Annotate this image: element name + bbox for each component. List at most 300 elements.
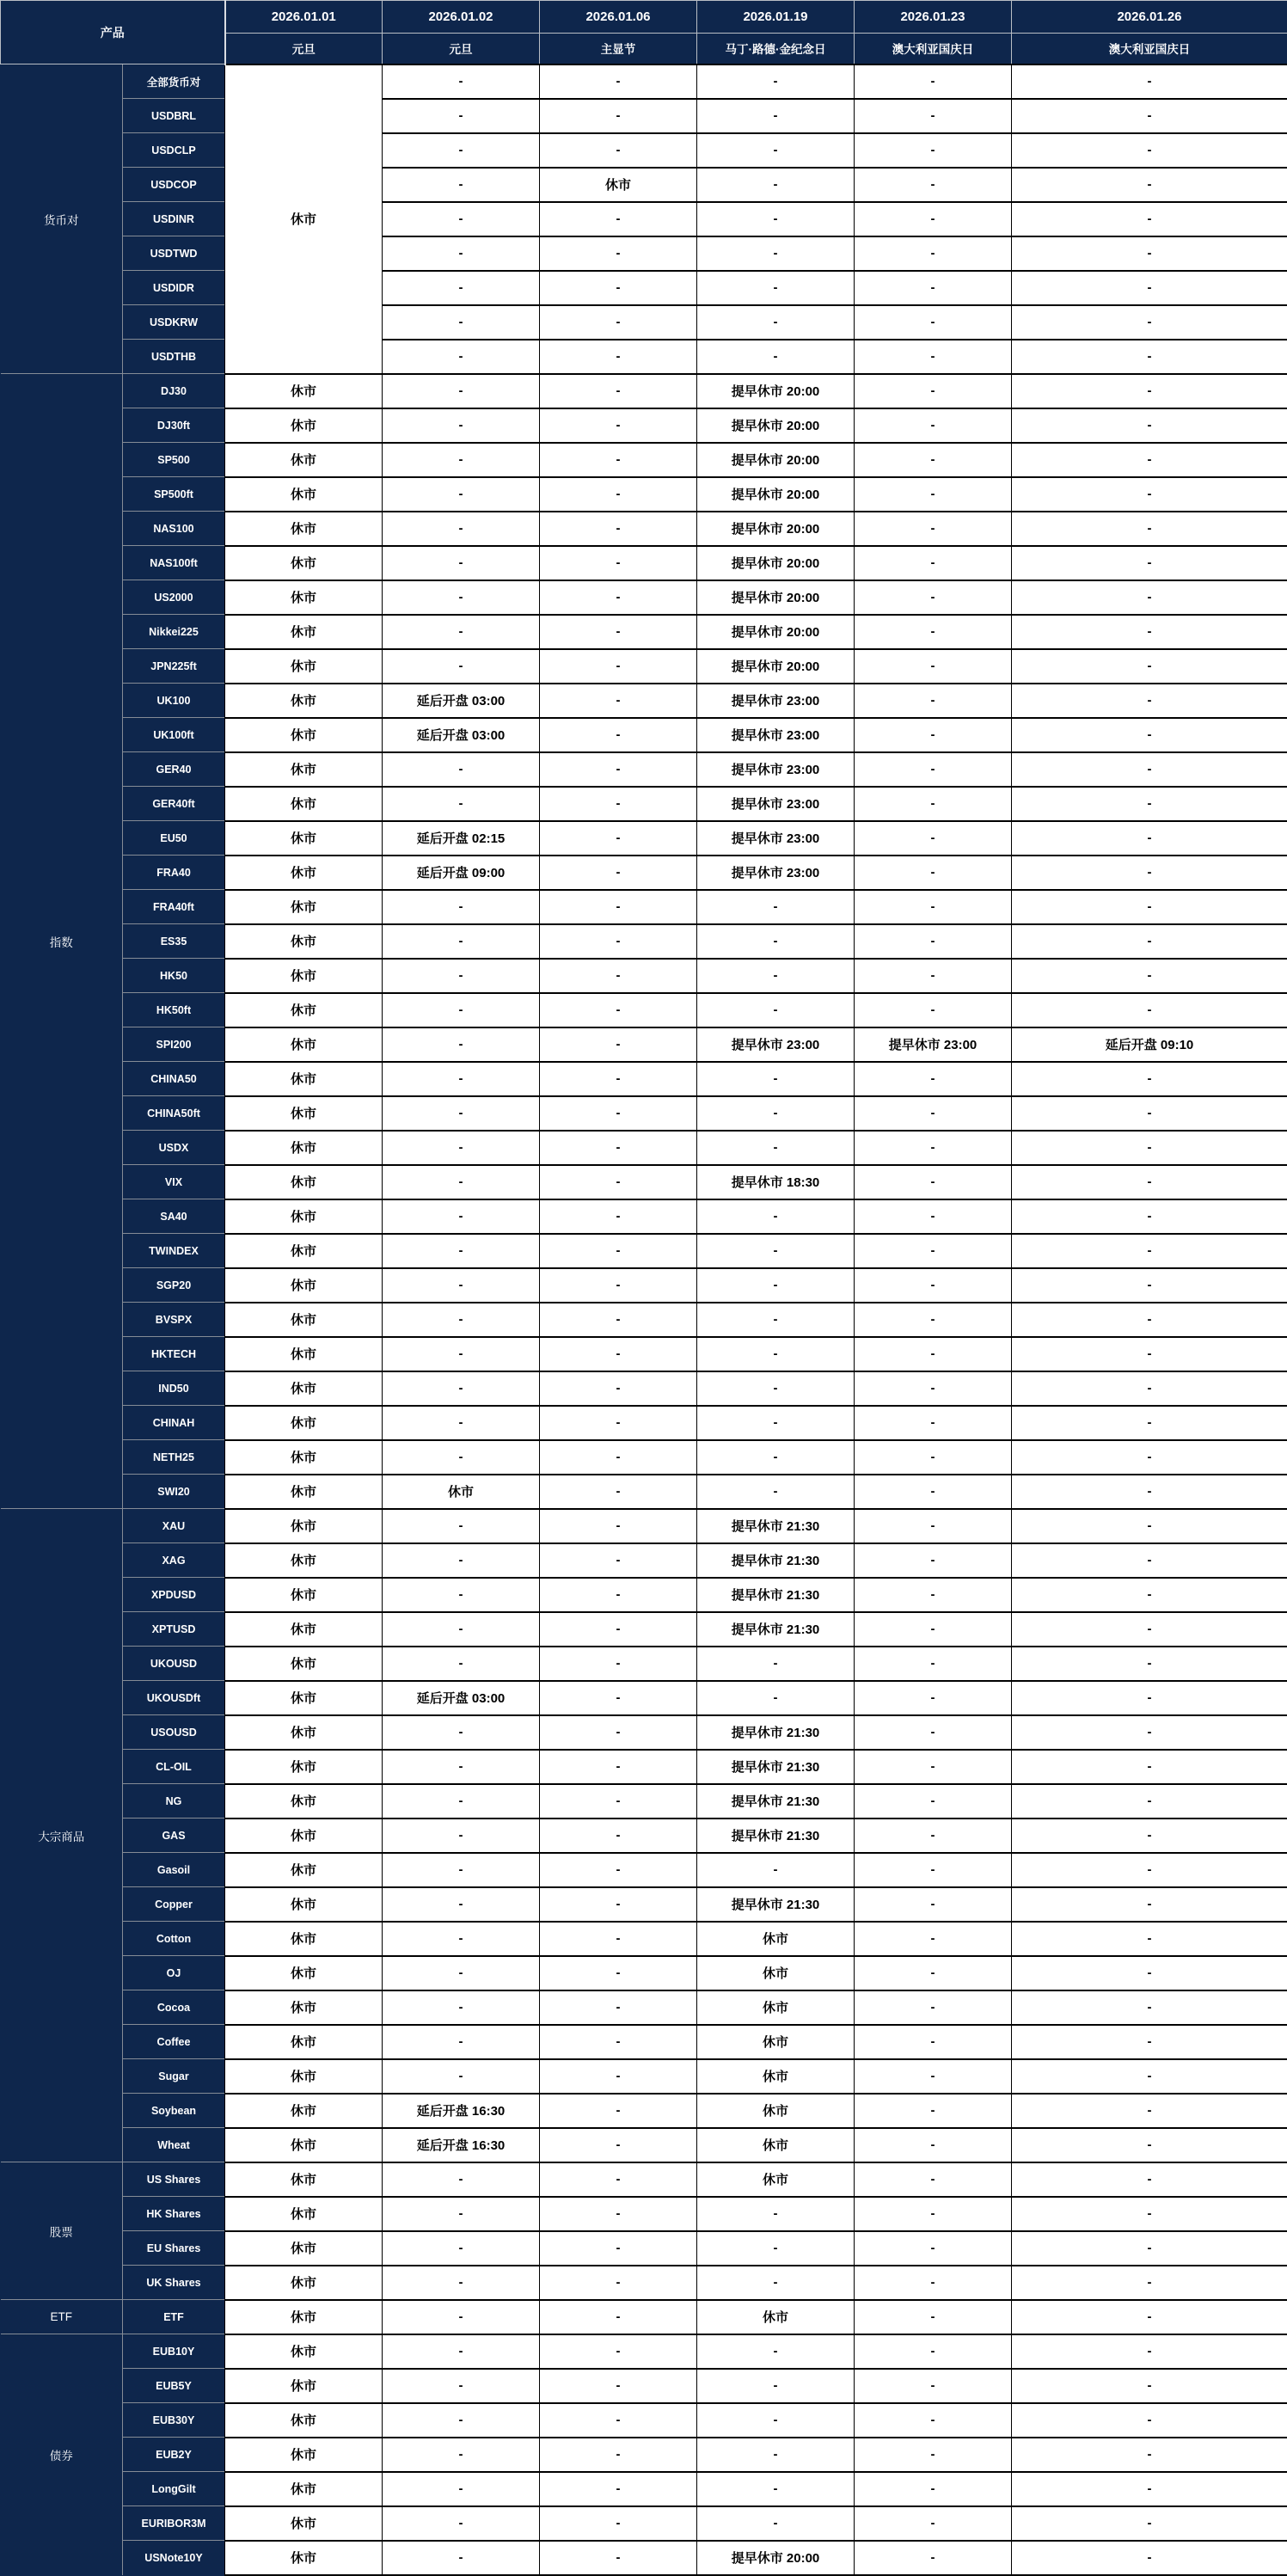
schedule-cell: 延后开盘 02:15	[383, 821, 540, 856]
schedule-cell: -	[540, 2266, 697, 2300]
schedule-cell: -	[1012, 1819, 1287, 1853]
schedule-cell: 提早休市 23:00	[697, 1027, 855, 1062]
schedule-cell: -	[540, 649, 697, 684]
schedule-cell: -	[383, 1612, 540, 1647]
table-row	[1, 1337, 1287, 1371]
table-row	[1, 1303, 1287, 1337]
table-row	[1, 1131, 1287, 1165]
schedule-cell: -	[697, 271, 855, 305]
table-row	[1, 1647, 1287, 1681]
product-cell: USDTWD	[123, 236, 225, 271]
schedule-cell: -	[697, 2438, 855, 2472]
schedule-cell: -	[1012, 993, 1287, 1027]
schedule-cell: -	[855, 408, 1012, 443]
product-cell: DJ30ft	[123, 408, 225, 443]
schedule-cell: -	[383, 649, 540, 684]
schedule-cell: -	[540, 959, 697, 993]
product-cell: Copper	[123, 1887, 225, 1922]
schedule-cell: 休市	[225, 1440, 383, 1475]
schedule-cell: -	[383, 1887, 540, 1922]
schedule-cell: -	[1012, 2472, 1287, 2506]
schedule-cell: -	[383, 2231, 540, 2266]
product-cell: FRA40ft	[123, 890, 225, 924]
schedule-cell: -	[540, 1922, 697, 1956]
holiday-header: 澳大利亚国庆日	[855, 34, 1012, 64]
table-row	[1, 2197, 1287, 2231]
holiday-header: 澳大利亚国庆日	[1012, 34, 1287, 64]
table-row	[1, 2094, 1287, 2128]
schedule-cell: -	[1012, 684, 1287, 718]
schedule-cell: -	[855, 821, 1012, 856]
schedule-cell: -	[1012, 340, 1287, 374]
schedule-cell: -	[1012, 1922, 1287, 1956]
schedule-cell: -	[383, 512, 540, 546]
schedule-cell: -	[855, 1475, 1012, 1509]
schedule-cell: 休市	[225, 1509, 383, 1543]
schedule-cell: -	[540, 1199, 697, 1234]
schedule-cell: -	[855, 64, 1012, 99]
product-cell: Nikkei225	[123, 615, 225, 649]
category-cell: 货币对	[1, 64, 123, 374]
table-row	[1, 1715, 1287, 1750]
schedule-cell: -	[697, 305, 855, 340]
product-cell: XAG	[123, 1543, 225, 1578]
schedule-cell: -	[540, 1062, 697, 1096]
closed-merged-cell: 休市	[225, 64, 383, 374]
table-row	[1, 1578, 1287, 1612]
schedule-cell: -	[855, 615, 1012, 649]
schedule-cell: -	[855, 168, 1012, 202]
table-row	[1, 752, 1287, 787]
product-cell: USDX	[123, 1131, 225, 1165]
product-cell: EUB30Y	[123, 2403, 225, 2438]
schedule-cell: 休市	[225, 546, 383, 580]
schedule-cell: -	[855, 1647, 1012, 1681]
schedule-cell: -	[383, 2369, 540, 2403]
table-row	[1, 202, 1287, 236]
schedule-cell: 休市	[225, 443, 383, 477]
schedule-cell: -	[1012, 2025, 1287, 2059]
schedule-cell: -	[1012, 2334, 1287, 2369]
schedule-cell: 提早休市 21:30	[697, 1819, 855, 1853]
schedule-cell: 休市	[225, 1062, 383, 1096]
schedule-cell: -	[540, 340, 697, 374]
schedule-cell: -	[540, 1887, 697, 1922]
schedule-cell: 休市	[225, 2025, 383, 2059]
holiday-header: 马丁·路德·金纪念日	[697, 34, 855, 64]
table-row	[1, 1199, 1287, 1234]
product-cell: NG	[123, 1784, 225, 1819]
schedule-cell: -	[540, 202, 697, 236]
schedule-cell: -	[1012, 1509, 1287, 1543]
schedule-cell: 延后开盘 09:10	[1012, 1027, 1287, 1062]
schedule-cell: 休市	[697, 2162, 855, 2197]
schedule-cell: -	[855, 340, 1012, 374]
schedule-cell: -	[855, 1440, 1012, 1475]
schedule-cell: -	[540, 1543, 697, 1578]
schedule-cell: -	[855, 924, 1012, 959]
schedule-cell: -	[855, 2541, 1012, 2575]
product-cell: USDKRW	[123, 305, 225, 340]
product-cell: SPI200	[123, 1027, 225, 1062]
schedule-cell: -	[1012, 1647, 1287, 1681]
schedule-cell: 休市	[225, 2059, 383, 2094]
schedule-cell: 休市	[225, 1647, 383, 1681]
schedule-cell: -	[855, 1337, 1012, 1371]
table-row	[1, 959, 1287, 993]
schedule-cell: -	[855, 1371, 1012, 1406]
schedule-cell: -	[383, 959, 540, 993]
product-cell: CHINA50ft	[123, 1096, 225, 1131]
table-row	[1, 2438, 1287, 2472]
category-cell: 大宗商品	[1, 1509, 123, 2162]
schedule-cell: -	[855, 1784, 1012, 1819]
schedule-cell: -	[383, 1543, 540, 1578]
schedule-cell: -	[855, 2231, 1012, 2266]
schedule-cell: -	[383, 580, 540, 615]
date-header: 2026.01.19	[697, 1, 855, 34]
schedule-cell: -	[697, 1853, 855, 1887]
schedule-cell: 休市	[540, 168, 697, 202]
schedule-cell: -	[1012, 959, 1287, 993]
table-row	[1, 1234, 1287, 1268]
schedule-cell: -	[383, 1337, 540, 1371]
schedule-cell: -	[697, 1371, 855, 1406]
schedule-cell: 提早休市 18:30	[697, 1165, 855, 1199]
product-cell: HK Shares	[123, 2197, 225, 2231]
table-row	[1, 1956, 1287, 1990]
table-body	[1, 64, 1287, 2575]
schedule-cell: -	[1012, 1165, 1287, 1199]
schedule-cell: -	[1012, 2541, 1287, 2575]
schedule-cell: -	[540, 924, 697, 959]
schedule-cell: -	[383, 1578, 540, 1612]
schedule-cell: 提早休市 20:00	[697, 374, 855, 408]
category-cell: ETF	[1, 2300, 123, 2334]
table-row	[1, 1509, 1287, 1543]
schedule-cell: -	[1012, 64, 1287, 99]
schedule-cell: -	[1012, 1750, 1287, 1784]
schedule-cell: -	[855, 649, 1012, 684]
table-row	[1, 1612, 1287, 1647]
schedule-cell: -	[540, 2162, 697, 2197]
schedule-cell: -	[383, 890, 540, 924]
schedule-cell: -	[1012, 856, 1287, 890]
schedule-cell: -	[383, 2025, 540, 2059]
schedule-cell: 休市	[225, 1956, 383, 1990]
schedule-cell: 休市	[697, 2300, 855, 2334]
schedule-cell: -	[383, 546, 540, 580]
table-row	[1, 890, 1287, 924]
schedule-cell: 延后开盘 03:00	[383, 684, 540, 718]
table-row	[1, 993, 1287, 1027]
schedule-cell: 延后开盘 03:00	[383, 718, 540, 752]
schedule-cell: -	[1012, 99, 1287, 133]
schedule-cell: -	[697, 64, 855, 99]
table-row	[1, 1165, 1287, 1199]
table-row	[1, 649, 1287, 684]
schedule-cell: -	[855, 1509, 1012, 1543]
schedule-cell: 休市	[383, 1475, 540, 1509]
schedule-cell: -	[540, 271, 697, 305]
table-row	[1, 1062, 1287, 1096]
table-row	[1, 1027, 1287, 1062]
schedule-cell: -	[1012, 2403, 1287, 2438]
schedule-cell: 延后开盘 09:00	[383, 856, 540, 890]
schedule-cell: 休市	[225, 1578, 383, 1612]
schedule-cell: -	[855, 1543, 1012, 1578]
schedule-cell: -	[540, 856, 697, 890]
schedule-cell: -	[383, 2472, 540, 2506]
schedule-cell: 休市	[225, 374, 383, 408]
schedule-cell: -	[697, 1406, 855, 1440]
schedule-cell: 提早休市 20:00	[697, 477, 855, 512]
schedule-cell: -	[540, 718, 697, 752]
schedule-cell: 休市	[697, 2094, 855, 2128]
schedule-cell: -	[383, 2506, 540, 2541]
product-cell: JPN225ft	[123, 649, 225, 684]
schedule-cell: 提早休市 20:00	[697, 512, 855, 546]
schedule-cell: 休市	[225, 2162, 383, 2197]
schedule-cell: -	[855, 2197, 1012, 2231]
schedule-cell: 休市	[225, 2197, 383, 2231]
schedule-cell: -	[383, 340, 540, 374]
table-row	[1, 1440, 1287, 1475]
schedule-cell: -	[855, 2334, 1012, 2369]
product-cell: EUB2Y	[123, 2438, 225, 2472]
schedule-cell: 休市	[225, 580, 383, 615]
schedule-cell: -	[383, 1440, 540, 1475]
schedule-cell: -	[1012, 924, 1287, 959]
schedule-cell: 提早休市 23:00	[697, 684, 855, 718]
table-row	[1, 924, 1287, 959]
table-row	[1, 1922, 1287, 1956]
schedule-cell: 提早休市 21:30	[697, 1509, 855, 1543]
table-row	[1, 1096, 1287, 1131]
product-cell: EUB10Y	[123, 2334, 225, 2369]
schedule-cell: -	[1012, 271, 1287, 305]
schedule-cell: -	[383, 1715, 540, 1750]
schedule-cell: -	[1012, 1853, 1287, 1887]
product-cell: 全部货币对	[123, 64, 225, 99]
product-cell: UKOUSD	[123, 1647, 225, 1681]
product-cell: Cotton	[123, 1922, 225, 1956]
schedule-cell: 休市	[225, 1096, 383, 1131]
date-header: 2026.01.02	[383, 1, 540, 34]
schedule-cell: -	[1012, 1990, 1287, 2025]
schedule-cell: 休市	[225, 2094, 383, 2128]
schedule-cell: 休市	[225, 993, 383, 1027]
schedule-cell: -	[1012, 718, 1287, 752]
table-row	[1, 477, 1287, 512]
table-row	[1, 340, 1287, 374]
schedule-cell: 提早休市 23:00	[697, 856, 855, 890]
table-row	[1, 787, 1287, 821]
schedule-cell: 提早休市 20:00	[697, 649, 855, 684]
schedule-cell: -	[855, 1990, 1012, 2025]
schedule-cell: -	[855, 1750, 1012, 1784]
schedule-cell: -	[697, 1440, 855, 1475]
schedule-cell: -	[697, 202, 855, 236]
schedule-cell: -	[383, 305, 540, 340]
schedule-cell: -	[540, 443, 697, 477]
schedule-cell: -	[697, 2231, 855, 2266]
schedule-cell: -	[1012, 1371, 1287, 1406]
schedule-cell: -	[1012, 2197, 1287, 2231]
schedule-cell: -	[383, 924, 540, 959]
schedule-cell: -	[540, 890, 697, 924]
schedule-cell: -	[855, 1234, 1012, 1268]
schedule-cell: -	[1012, 236, 1287, 271]
schedule-cell: -	[855, 1853, 1012, 1887]
product-cell: SA40	[123, 1199, 225, 1234]
schedule-cell: 休市	[225, 1027, 383, 1062]
schedule-cell: -	[540, 684, 697, 718]
schedule-cell: -	[855, 1062, 1012, 1096]
schedule-cell: -	[855, 1681, 1012, 1715]
table-row	[1, 133, 1287, 168]
schedule-cell: -	[1012, 1612, 1287, 1647]
schedule-cell: -	[697, 2334, 855, 2369]
schedule-cell: -	[540, 1612, 697, 1647]
schedule-cell: -	[855, 959, 1012, 993]
schedule-cell: -	[383, 2059, 540, 2094]
product-cell: CHINAH	[123, 1406, 225, 1440]
schedule-cell: -	[540, 1819, 697, 1853]
product-cell: XPDUSD	[123, 1578, 225, 1612]
schedule-cell: -	[697, 1303, 855, 1337]
schedule-cell: -	[1012, 2266, 1287, 2300]
table-row	[1, 1819, 1287, 1853]
product-cell: USDBRL	[123, 99, 225, 133]
schedule-cell: -	[383, 2162, 540, 2197]
schedule-cell: -	[697, 1131, 855, 1165]
schedule-cell: -	[1012, 1234, 1287, 1268]
schedule-cell: -	[1012, 752, 1287, 787]
schedule-cell: -	[697, 133, 855, 168]
schedule-cell: -	[383, 477, 540, 512]
schedule-cell: -	[855, 2025, 1012, 2059]
schedule-cell: -	[540, 1337, 697, 1371]
schedule-cell: 提早休市 21:30	[697, 1578, 855, 1612]
product-header: 产品	[1, 1, 225, 64]
schedule-cell: -	[540, 1578, 697, 1612]
schedule-cell: 休市	[225, 1199, 383, 1234]
schedule-cell: -	[1012, 1715, 1287, 1750]
product-cell: USOUSD	[123, 1715, 225, 1750]
product-cell: Wheat	[123, 2128, 225, 2162]
schedule-cell: 休市	[225, 959, 383, 993]
schedule-cell: -	[855, 1199, 1012, 1234]
schedule-cell: -	[855, 2266, 1012, 2300]
table-row	[1, 821, 1287, 856]
schedule-cell: -	[855, 1819, 1012, 1853]
schedule-cell: -	[855, 787, 1012, 821]
schedule-cell: 休市	[225, 408, 383, 443]
schedule-cell: -	[383, 2541, 540, 2575]
schedule-cell: 休市	[225, 1887, 383, 1922]
schedule-cell: 提早休市 20:00	[697, 2541, 855, 2575]
schedule-cell: -	[383, 1990, 540, 2025]
category-cell: 指数	[1, 374, 123, 1509]
schedule-cell: -	[855, 2472, 1012, 2506]
schedule-cell: -	[383, 1062, 540, 1096]
schedule-cell: 提早休市 23:00	[697, 787, 855, 821]
schedule-cell: -	[383, 408, 540, 443]
schedule-cell: -	[855, 443, 1012, 477]
schedule-cell: -	[697, 2266, 855, 2300]
schedule-cell: -	[855, 1096, 1012, 1131]
schedule-cell: -	[540, 2094, 697, 2128]
schedule-cell: -	[1012, 477, 1287, 512]
product-cell: UK100	[123, 684, 225, 718]
table-row	[1, 546, 1287, 580]
schedule-cell: -	[1012, 408, 1287, 443]
schedule-cell: -	[855, 374, 1012, 408]
product-cell: OJ	[123, 1956, 225, 1990]
schedule-cell: -	[1012, 1543, 1287, 1578]
schedule-cell: -	[540, 1475, 697, 1509]
schedule-cell: -	[540, 2369, 697, 2403]
schedule-cell: -	[540, 2506, 697, 2541]
schedule-cell: -	[1012, 1199, 1287, 1234]
schedule-cell: -	[540, 477, 697, 512]
schedule-cell: 休市	[225, 2369, 383, 2403]
table-row	[1, 305, 1287, 340]
date-header: 2026.01.26	[1012, 1, 1287, 34]
schedule-cell: -	[540, 2197, 697, 2231]
schedule-cell: -	[855, 1612, 1012, 1647]
table-row	[1, 512, 1287, 546]
schedule-cell: 提早休市 23:00	[697, 718, 855, 752]
schedule-cell: 休市	[225, 1234, 383, 1268]
schedule-cell: -	[540, 1131, 697, 1165]
schedule-cell: -	[1012, 1096, 1287, 1131]
schedule-cell: 休市	[225, 2266, 383, 2300]
date-header: 2026.01.01	[225, 1, 383, 34]
schedule-cell: -	[1012, 546, 1287, 580]
table-row	[1, 1681, 1287, 1715]
schedule-cell: 休市	[697, 1956, 855, 1990]
schedule-cell: 休市	[225, 890, 383, 924]
schedule-cell: 休市	[225, 787, 383, 821]
schedule-cell: -	[1012, 168, 1287, 202]
schedule-cell: -	[697, 1062, 855, 1096]
schedule-cell: -	[1012, 512, 1287, 546]
schedule-cell: -	[383, 1819, 540, 1853]
schedule-cell: 休市	[697, 2025, 855, 2059]
table-row	[1, 1371, 1287, 1406]
schedule-cell: -	[540, 1990, 697, 2025]
table-row	[1, 2162, 1287, 2197]
schedule-cell: -	[855, 133, 1012, 168]
table-row	[1, 580, 1287, 615]
table-row	[1, 2472, 1287, 2506]
schedule-cell: -	[540, 1715, 697, 1750]
schedule-cell: -	[540, 1303, 697, 1337]
schedule-cell: -	[855, 512, 1012, 546]
schedule-cell: -	[697, 2403, 855, 2438]
schedule-cell: 提早休市 21:30	[697, 1784, 855, 1819]
schedule-cell: 休市	[225, 1990, 383, 2025]
schedule-cell: 休市	[697, 1922, 855, 1956]
product-cell: GER40	[123, 752, 225, 787]
schedule-cell: -	[697, 1647, 855, 1681]
schedule-cell: 休市	[225, 477, 383, 512]
product-cell: USDCLP	[123, 133, 225, 168]
schedule-cell: -	[1012, 1475, 1287, 1509]
table-row	[1, 2541, 1287, 2575]
